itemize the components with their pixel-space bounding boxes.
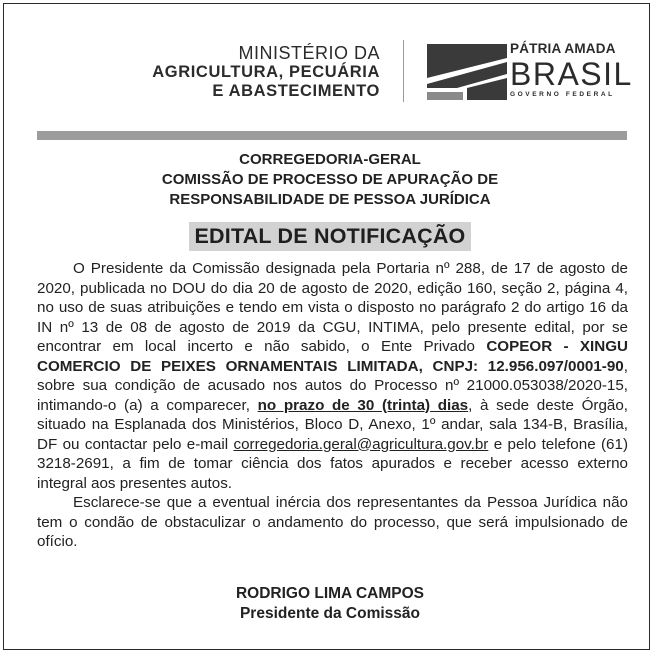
edital-title-wrap [0,222,655,251]
title-line-2: COMISSÃO DE PROCESSO DE APURAÇÃO DE [161,171,499,188]
signer-name: RODRIGO LIMA CAMPOS [235,585,424,602]
signature-block [0,584,655,624]
paragraph-1 [37,259,628,493]
ministry-line-3: E ABASTECIMENTO [212,82,380,100]
government-logo-icon [427,44,507,100]
header-divider [403,40,404,102]
title-line-3: RESPONSABILIDADE DE PESSOA JURÍDICA [169,191,491,208]
paragraph-1-part-c: , à sede deste Órgão, situado na Esplanada dos Ministérios, Bloco D, Anexo, 1º andar, sala 134-B, Brasília, DF ou contactar pelo e-mail [37,396,629,453]
edital-title: EDITAL DE NOTIFICAÇÃO [189,222,472,251]
deadline-text: no prazo de 30 (trinta) dias [257,396,469,414]
paragraph-2: Esclarece-se que a eventual inércia dos representantes da Pessoa Jurídica não tem o condão de obstaculizar o andamento do processo, que será impulsionado de ofício. [37,494,628,550]
email-link[interactable]: corregedoria.geral@agricultura.gov.br [233,435,489,453]
title-line-1: CORREGEDORIA-GERAL [239,151,421,168]
ministry-name [152,44,380,101]
ministry-line-1: MINISTÉRIO DA [238,43,380,63]
document-titles [0,150,655,210]
paragraph-1-part-d: e pelo telefone (61) 3218-2691, a fim de tomar ciência dos fatos apurados e receber acesso externo integral aos presentes autos. [37,435,629,492]
brand-line-1: PÁTRIA AMADA [510,41,616,56]
brand-line-3: GOVERNO FEDERAL [510,91,615,98]
ministry-line-2: AGRICULTURA, PECUÁRIA [152,63,380,81]
brand-line-2: BRASIL [510,56,633,92]
notice-body [37,259,628,552]
company-name: COPEOR - XINGU COMERCIO DE PEIXES ORNAMENTAIS LIMITADA, CNPJ: 12.956.097/0001-90 [37,338,628,375]
header-band [37,131,627,140]
paragraph-1-part-b: , sobre sua condição de acusado nos autos do Processo nº 21000.053038/2020-15, intimando-o (a) a comparecer, [37,357,628,414]
signer-role: Presidente da Comissão [239,605,421,622]
document-header [0,0,655,130]
paragraph-1-part-a: O Presidente da Comissão designada pela Portaria nº 288, de 17 de agosto de 2020, publicada no DOU do dia 20 de agosto de 2020, edição 160, seção 2, página 4, no uso de suas atribuições e tendo em vista o disposto no parágrafo 2 do artigo 16 da IN nº 13 de 08 de agosto de 2019 da CGU, INTIMA, pelo presente edital, por se encontrar em local incerto e não sabido, o Ente Privado [37,260,628,355]
brand-logotype [510,41,640,99]
